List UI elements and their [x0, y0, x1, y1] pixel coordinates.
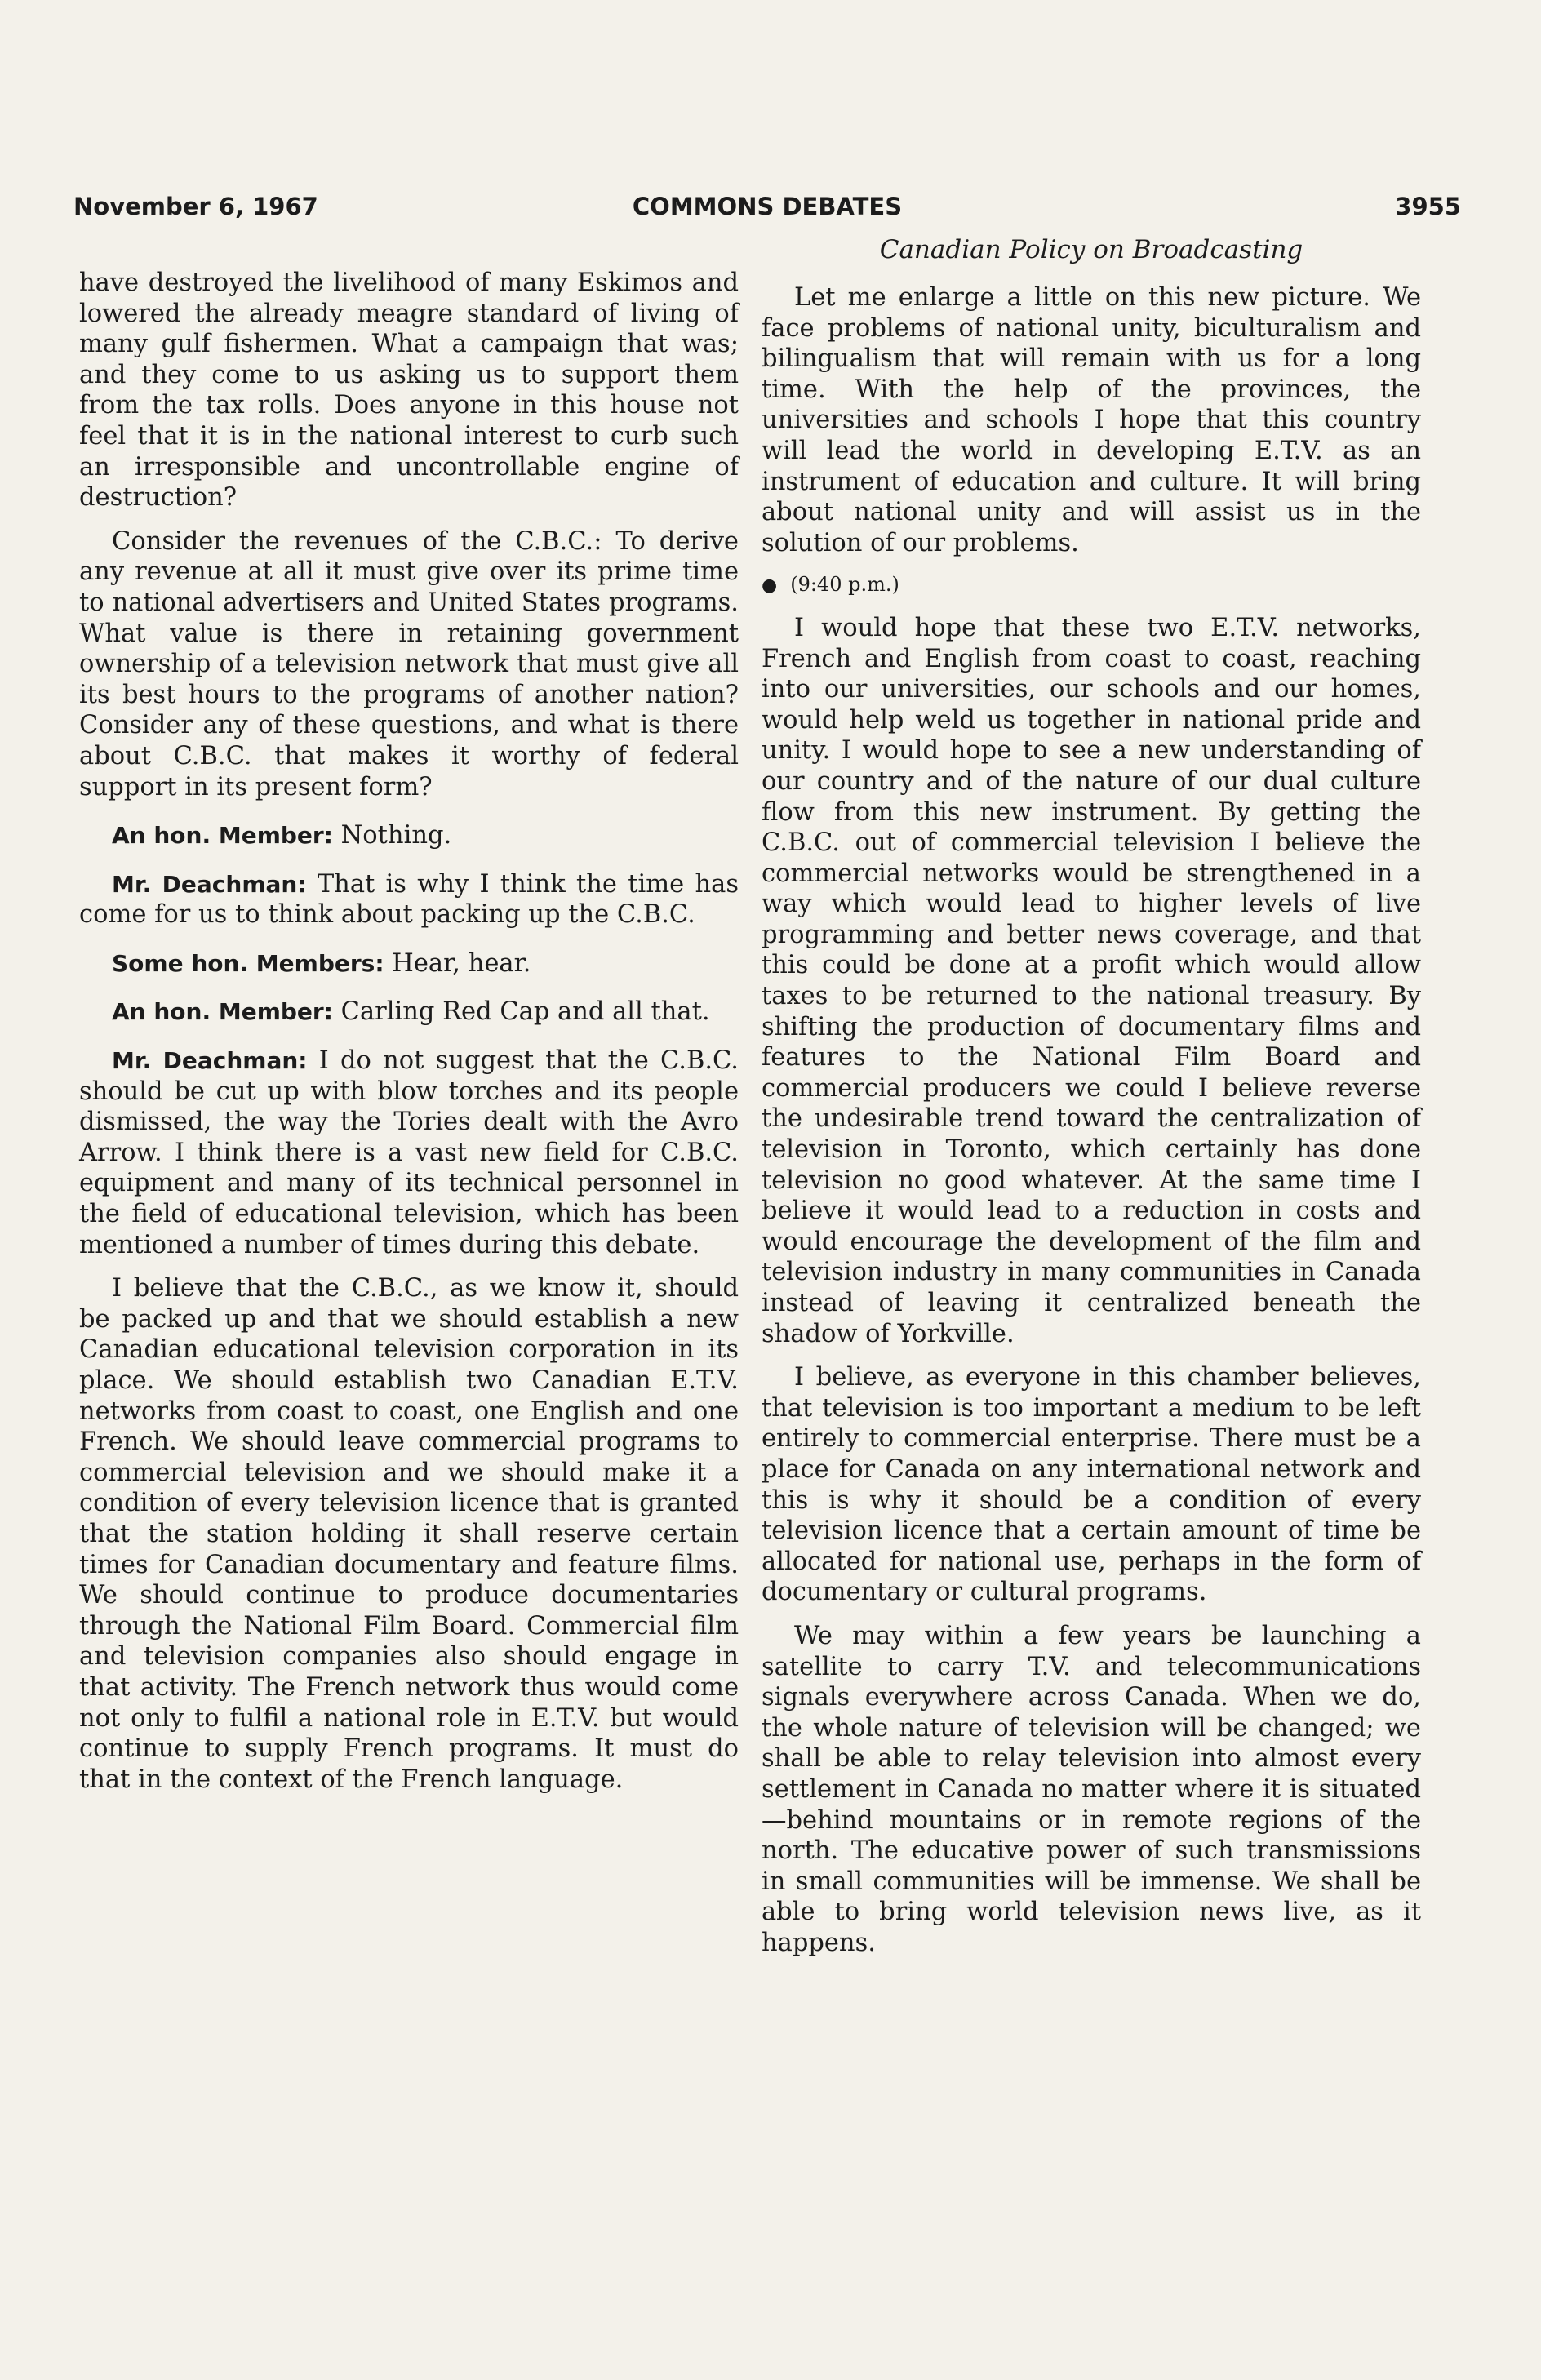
paragraph: Let me enlarge a little on this new picture. We face problems of national unity, biculturalism and bilingualism that will remain with us for a long time. With the help of the provinces, the universities and schools I hope that this country will lead the world in developing E.T.V. as an instrument of education and culture. It will bring about national unity and will assist us in the solution of our problems. [762, 283, 1421, 557]
speech-text: That is why I think the time has come for us to think about packing up the C.B.C. [79, 869, 739, 930]
speaker-name: Some hon. Members: [112, 949, 384, 977]
speaker-name: An hon. Member: [112, 822, 333, 850]
paragraph: I believe, as everyone in this chamber believes, that television is too important a medium to be left entirely to commercial enterprise. There must be a place for Canada on any international network and this is why it should be a condition of every television licence that a certain amount of time be allocated for national use, perhaps in the form of documentary or cultural programs. [762, 1363, 1421, 1607]
bullet-icon: ● [762, 575, 778, 597]
timestamp [762, 570, 1421, 602]
page-header [73, 193, 1461, 233]
right-column [762, 266, 1421, 1958]
header-date: November 6, 1967 [73, 193, 318, 220]
paragraph: Consider the revenues of the C.B.C.: To derive any revenue at all it must give over its prime time to national advertisers and United States programs. What value is there in retaining government ownership of a television network that must give all its best hours to the programs of another nation? Consider any of these questions, and what is there about C.B.C. that makes it worthy of federal support in its present form? [79, 526, 739, 801]
speaker-name: Mr. Deachman: [112, 1047, 308, 1075]
header-title: COMMONS DEBATES [632, 193, 903, 220]
speech-text: Carling Red Cap and all that. [332, 997, 710, 1027]
speech-text: I do not suggest that the C.B.C. should be cut up with blow torches and its people dismissed, the way the Tories dealt with the Avro Arrow. I think there is a vast new field for C.B.C. equipment and many of its technical personnel in the field of educational television, which has been mentioned a number of times during this debate. [79, 1046, 739, 1259]
speech-carling [79, 997, 739, 1028]
paragraph: I believe that the C.B.C., as we know it, should be packed up and that we should establish a new Canadian educational television corporation in its place. We should establish two Canadian E.T.V. networks from coast to coast, one English and one French. We should leave commercial programs to commercial television and we should make it a condition of every television licence that is granted that the station holding it shall reserve certain times for Canadian documentary and feature films. We should continue to produce documentaries through the National Film Board. Commercial film and television companies also should engage in that activity. The French network thus would come not only to fulfil a national role in E.T.V. but would continue to supply French programs. It must do that in the context of the French language. [79, 1274, 739, 1794]
speech-deachman-1 [79, 869, 739, 930]
speech-hear-hear [79, 948, 739, 979]
paragraph: We may within a few years be launching a satellite to carry T.V. and telecommunications signals everywhere across Canada. When we do, the whole nature of television will be changed; we shall be able to relay television into almost every settlement in Canada no matter where it is situated—behind mountains or in remote regions of the north. The educative power of such transmissions in small communities will be immense. We shall be able to bring world television news live, as it happens. [762, 1621, 1421, 1957]
section-subheading: Canadian Policy on Broadcasting [879, 235, 1303, 264]
paragraph: I would hope that these two E.T.V. networks, French and English from coast to coast, reaching into our universities, our schools and our homes, would help weld us together in national pride and unity. I would hope to see a new understanding of our country and of the nature of our dual culture flow from this new instrument. By getting the C.B.C. out of commercial television I believe the commercial networks would be strengthened in a way which would lead to higher levels of live programming and better news coverage, and that this could be done at a profit which would allow taxes to be returned to the national treasury. By shifting the production of documentary films and features to the National Film Board and commercial producers we could I believe reverse the undesirable trend toward the centralization of television in Toronto, which certainly has done television no good whatever. At the same time I believe it would lead to a reduction in costs and would encourage the development of the film and television industry in many communities in Canada instead of leaving it centralized beneath the shadow of Yorkville. [762, 613, 1421, 1348]
speech-text: Hear, hear. [384, 948, 531, 978]
paragraph: have destroyed the livelihood of many Eskimos and lowered the already meagre standard of living of many gulf fishermen. What a campaign that was; and they come to us asking us to support them from the tax rolls. Does anyone in this house not feel that it is in the national interest to curb such an irresponsible and uncontrollable engine of destruction? [79, 269, 739, 513]
speech-deachman-2 [79, 1046, 739, 1260]
speech-text: Nothing. [332, 821, 452, 850]
page-number: 3955 [1395, 193, 1461, 220]
speech-nothing [79, 820, 739, 851]
timestamp-text: (9:40 p.m.) [790, 573, 899, 597]
speaker-name: An hon. Member: [112, 998, 333, 1026]
left-column [79, 268, 739, 1795]
speaker-name: Mr. Deachman: [112, 870, 307, 898]
